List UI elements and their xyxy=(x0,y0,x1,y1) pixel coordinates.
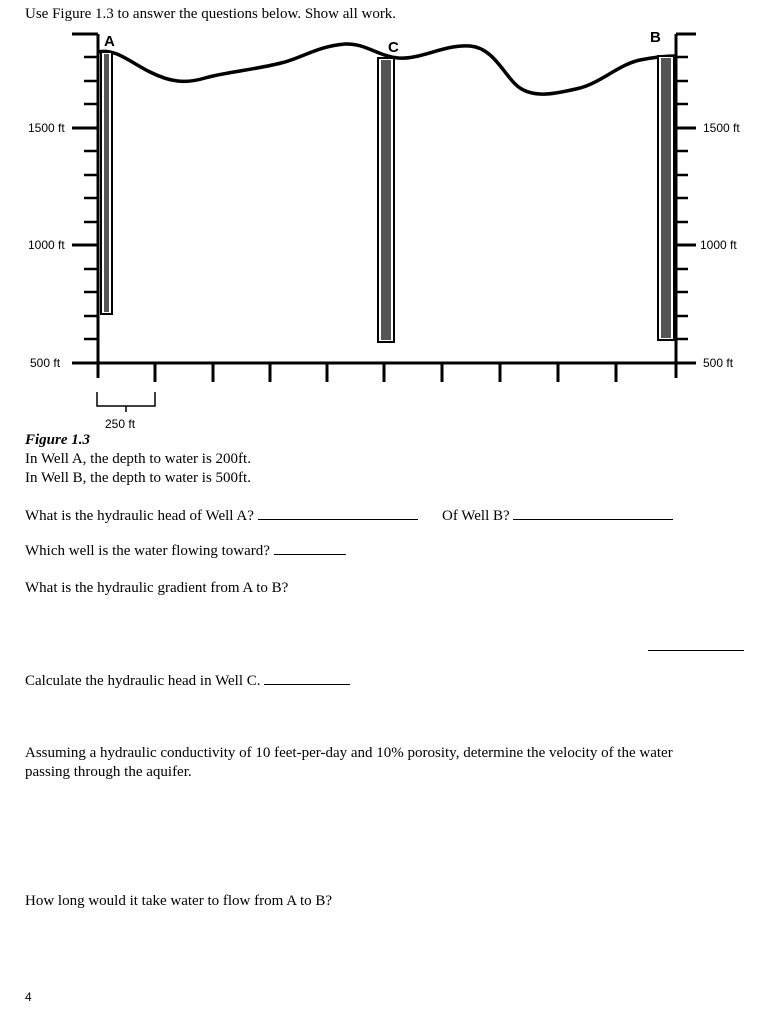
question-4: Calculate the hydraulic head in Well C. xyxy=(25,673,350,690)
question-5-line-2: passing through the aquifer. xyxy=(25,764,192,780)
right-axis-minor-ticks xyxy=(676,57,688,339)
question-5-line-1: Assuming a hydraulic conductivity of 10 feet-per-day and 10% porosity, determine the velocity of the water xyxy=(25,745,673,761)
right-label-1500: 1500 ft xyxy=(703,121,740,135)
page-number: 4 xyxy=(25,990,32,1004)
baseline-ticks xyxy=(155,363,616,382)
question-6: How long would it take water to flow from A to B? xyxy=(25,893,333,909)
well-c-label: C xyxy=(388,39,399,56)
note-well-a: In Well A, the depth to water is 200ft. xyxy=(25,451,251,467)
left-label-500: 500 ft xyxy=(30,356,61,370)
right-label-500: 500 ft xyxy=(703,356,734,370)
left-label-1500: 1500 ft xyxy=(28,121,65,135)
figure-1-3 xyxy=(0,0,772,440)
question-2: Which well is the water flowing toward? xyxy=(25,543,346,560)
instructions: Use Figure 1.3 to answer the questions below. Show all work. xyxy=(25,6,397,22)
left-axis-minor-ticks xyxy=(84,57,98,339)
answer-line-gradient[interactable] xyxy=(648,650,744,651)
question-3: What is the hydraulic gradient from A to B? xyxy=(25,580,289,596)
well-b-label: B xyxy=(650,29,661,46)
left-label-1000: 1000 ft xyxy=(28,238,65,252)
answer-line-flow[interactable] xyxy=(274,553,346,555)
question-1b: Of Well B? xyxy=(442,508,673,525)
right-label-1000: 1000 ft xyxy=(700,238,737,252)
question-1: What is the hydraulic head of Well A? xyxy=(25,508,418,525)
scale-label: 250 ft xyxy=(105,417,136,431)
answer-line-head-b[interactable] xyxy=(513,518,673,520)
note-well-b: In Well B, the depth to water is 500ft. xyxy=(25,470,251,486)
answer-line-head-c[interactable] xyxy=(264,683,350,685)
figure-caption: Figure 1.3 xyxy=(25,432,91,448)
well-a-label: A xyxy=(104,33,115,50)
scale-bracket xyxy=(97,392,155,406)
answer-line-head-a[interactable] xyxy=(258,518,418,520)
